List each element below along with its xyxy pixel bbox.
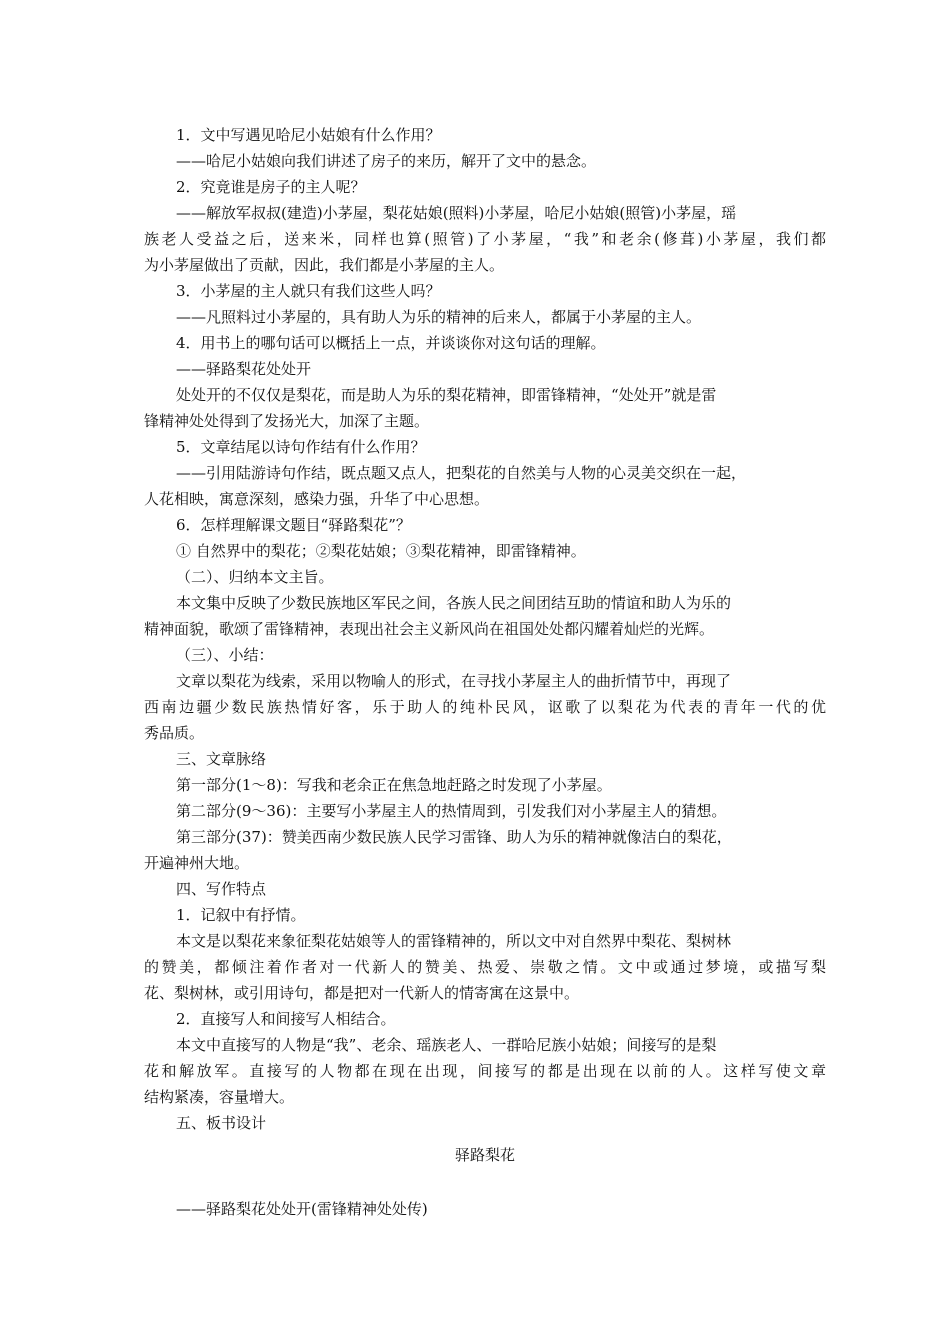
conclusion-line-2: 西南边疆少数民族热情好客，乐于助人的纯朴民风，讴歌了以梨花为代表的青年一代的优 [144,698,826,716]
summary-line-1: 本文集中反映了少数民族地区军民之间，各族人民之间团结互助的情谊和助人为乐的 [176,594,732,612]
feature-1-line-1: 本文是以梨花来象征梨花姑娘等人的雷锋精神的，所以文中对自然界中梨花、梨树林 [176,932,732,950]
structure-part-2: 第二部分(9～36)：主要写小茅屋主人的热情周到，引发我们对小茅屋主人的猜想。 [176,802,727,820]
answer-5-line-2: 人花相映，寓意深刻，感染力强，升华了中心思想。 [144,490,490,508]
question-6: 6．怎样理解课文题目“驿路梨花”？ [176,516,411,534]
section-structure-heading: 三、文章脉络 [176,750,267,768]
answer-3: ——凡照料过小茅屋的，具有助人为乐的精神的后来人，都属于小茅屋的主人。 [176,308,702,326]
question-2: 2．究竟谁是房子的主人呢？ [176,178,366,196]
conclusion-line-3: 秀品质。 [144,724,205,742]
feature-2-line-2: 花和解放军。直接写的人物都在现在出现，间接写的都是出现在以前的人。这样写使文章 [144,1062,826,1080]
structure-part-1: 第一部分(1～8)：写我和老余正在焦急地赶路之时发现了小茅屋。 [176,776,612,794]
answer-1: ——哈尼小姑娘向我们讲述了房子的来历，解开了文中的悬念。 [176,152,597,170]
feature-1-line-2: 的赞美，都倾注着作者对一代新人的赞美、热爱、崇敬之情。文中或通过梦境，或描写梨 [144,958,826,976]
question-5: 5．文章结尾以诗句作结有什么作用？ [176,438,426,456]
question-1: 1．文中写遇见哈尼小姑娘有什么作用？ [176,126,441,144]
feature-2-title: 2．直接写人和间接写人相结合。 [176,1010,396,1028]
answer-4-line-1: 处处开的不仅仅是梨花，而是助人为乐的梨花精神，即雷锋精神，“处处开”就是雷 [176,386,717,404]
answer-2-line-1: ——解放军叔叔(建造)小茅屋，梨花姑娘(照料)小茅屋，哈尼小姑娘(照管)小茅屋，瑶 [176,204,737,222]
summary-line-2: 精神面貌，歌颂了雷锋精神，表现出社会主义新风尚在祖国处处都闪耀着灿烂的光辉。 [144,620,715,638]
section-summary-heading: （二）、归纳本文主旨。 [176,568,334,586]
section-features-heading: 四、写作特点 [176,880,267,898]
section-board-heading: 五、板书设计 [176,1114,267,1132]
answer-2-line-3: 为小茅屋做出了贡献，因此，我们都是小茅屋的主人。 [144,256,505,274]
board-title: 驿路梨花 [454,1146,515,1164]
answer-4-quote: ——驿路梨花处处开 [176,360,312,378]
feature-1-title: 1．记叙中有抒情。 [176,906,306,924]
feature-2-line-1: 本文中直接写的人物是“我”、老余、瑶族老人、一群哈尼族小姑娘；间接写的是梨 [176,1036,717,1054]
section-conclusion-heading: （三）、小结： [176,646,274,664]
structure-part-3-line-2: 开遍神州大地。 [144,854,250,872]
board-line: ——驿路梨花处处开(雷锋精神处处传) [176,1200,428,1218]
question-4: 4．用书上的哪句话可以概括上一点，并谈谈你对这句话的理解。 [176,334,606,352]
feature-2-line-3: 结构紧凑，容量增大。 [144,1088,295,1106]
answer-6: ① 自然界中的梨花；②梨花姑娘；③梨花精神，即雷锋精神。 [176,542,586,560]
question-3: 3．小茅屋的主人就只有我们这些人吗？ [176,282,441,300]
answer-2-line-2: 族老人受益之后，送来米，同样也算(照管)了小茅屋，“我”和老余(修葺)小茅屋，我们都 [144,230,826,248]
feature-1-line-3: 花、梨树林，或引用诗句，都是把对一代新人的情寄寓在这景中。 [144,984,580,1002]
conclusion-line-1: 文章以梨花为线索，采用以物喻人的形式，在寻找小茅屋主人的曲折情节中，再现了 [176,672,732,690]
answer-4-line-2: 锋精神处处得到了发扬光大，加深了主题。 [144,412,430,430]
structure-part-3-line-1: 第三部分(37)：赞美西南少数民族人民学习雷锋、助人为乐的精神就像洁白的梨花， [176,828,732,846]
answer-5-line-1: ——引用陆游诗句作结，既点题又点人，把梨花的自然美与人物的心灵美交织在一起， [176,464,747,482]
